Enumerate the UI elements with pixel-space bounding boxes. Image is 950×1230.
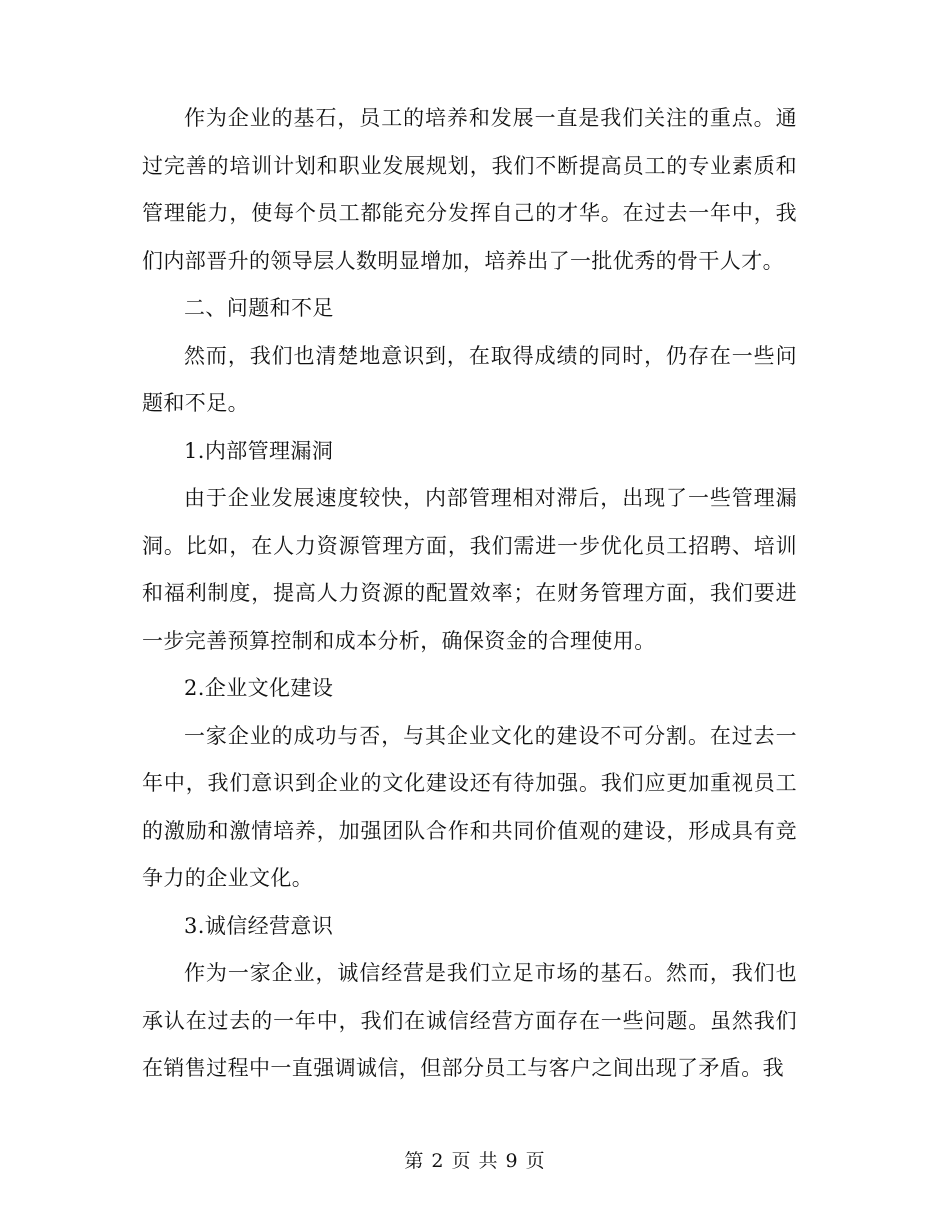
paragraph-integrity: 作为一家企业，诚信经营是我们立足市场的基石。然而，我们也承认在过去的一年中，我们在诚信经营方面存在一些问题。虽然我们在销售过程中一直强调诚信，但部分员工与客户之间出现了矛盾。我 <box>142 961 797 1080</box>
document-body <box>142 95 797 1093</box>
paragraph-employee-development: 作为企业的基石，员工的培养和发展一直是我们关注的重点。通过完善的培训计划和职业发展规划，我们不断提高员工的专业素质和管理能力，使每个员工都能充分发挥自己的才华。在过去一年中，我们内部晋升的领导层人数明显增加，培养出了一批优秀的骨干人才。 <box>142 106 797 273</box>
subheading-corporate-culture: 2.企业文化建设 <box>184 676 334 700</box>
subheading-integrity: 3.诚信经营意识 <box>184 913 334 938</box>
paragraph-problems-intro: 然而，我们也清楚地意识到，在取得成绩的同时，仍存在一些问题和不足。 <box>142 343 797 415</box>
page-number-footer: 第 2 页 共 9 页 <box>404 1150 546 1172</box>
paragraph-internal-management: 由于企业发展速度较快，内部管理相对滞后，出现了一些管理漏洞。比如，在人力资源管理方面，我们需进一步优化员工招聘、培训和福利制度，提高人力资源的配置效率；在财务管理方面，我们要进一步完善预算控制和成本分析，确保资金的合理使用。 <box>142 486 797 653</box>
section-heading-problems: 二、问题和不足 <box>184 296 334 320</box>
paragraph-corporate-culture: 一家企业的成功与否，与其企业文化的建设不可分割。在过去一年中，我们意识到企业的文化建设还有待加强。我们应更加重视员工的激励和激情培养，加强团队合作和共同价值观的建设，形成具有竞争力的企业文化。 <box>142 723 797 890</box>
subheading-internal-management: 1.内部管理漏洞 <box>184 438 334 463</box>
